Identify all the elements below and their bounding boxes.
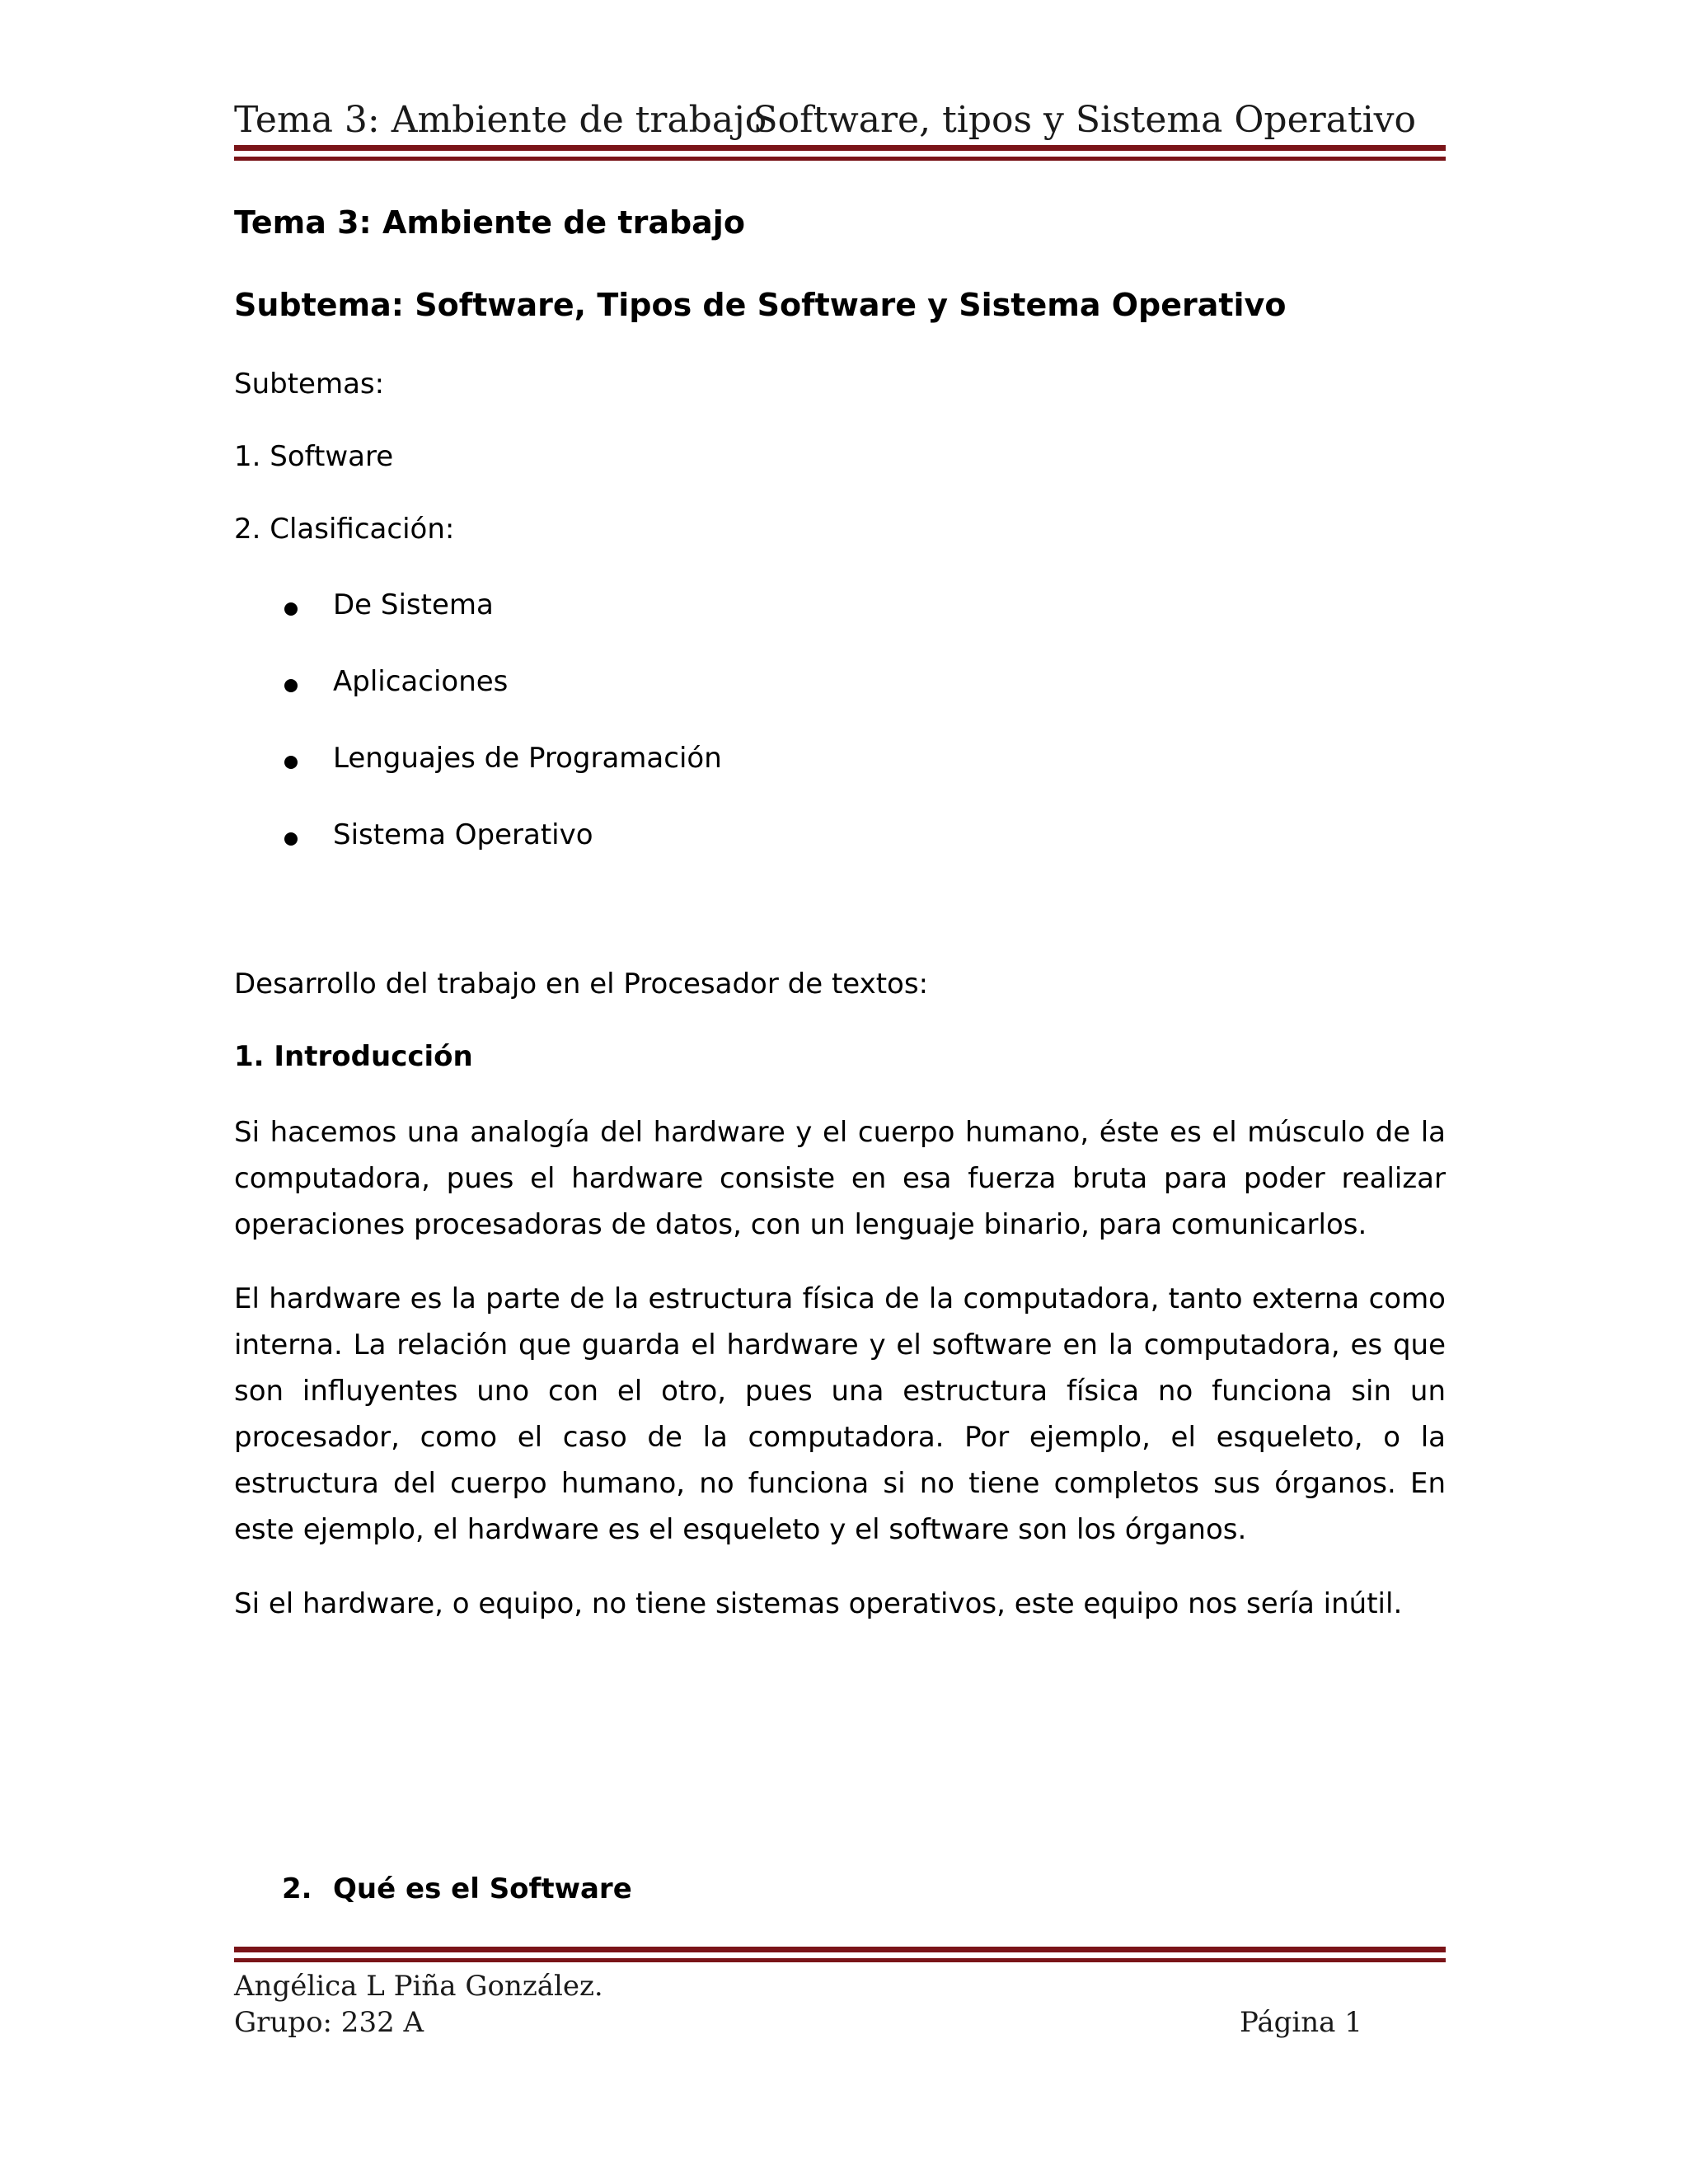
section-1-paragraph-1: Si hacemos una analogía del hardware y el cuerpo humano, éste es el músculo de la computadora, pues el hardware consiste en esa fuerza bruta para poder realizar operaciones procesadoras de datos, con un lenguaje binario, para comunicarlos. [234,1116,1446,1241]
page-header [234,92,1446,150]
document-subtitle: Subtema: Software, Tipos de Software y Sistema Operativo [234,287,1287,323]
list-item-lenguajes: Lenguajes de Programación [333,742,722,775]
footer-author: Angélica L Piña González. [234,1970,603,2003]
section-1-paragraph-2: El hardware es la parte de la estructura física de la computadora, tanto externa como interna. La relación que guarda el hardware y el software en la computadora, es que son influyentes uno con el otro, pues una estructura física no funciona sin un procesador, como el caso de la computadora. Por ejemplo, el esqueleto, o la estructura del cuerpo humano, no funciona si no tiene completos sus órganos. En este ejemplo, el hardware es el esqueleto y el software son los órganos. [234,1282,1446,1546]
section-1-heading: 1. Introducción [234,1040,473,1073]
document-title: Tema 3: Ambiente de trabajo [234,204,745,241]
footer-rule-thin [234,1958,1446,1962]
header-rule-thick [234,145,1446,151]
footer-rule-thick [234,1947,1446,1952]
header-left-title: Tema 3: Ambiente de trabajo [234,99,767,141]
bullet-icon [284,679,298,692]
header-rule-thin [234,157,1446,161]
bullet-icon [284,756,298,769]
list-item-aplicaciones: Aplicaciones [333,665,509,698]
footer-group: Grupo: 232 A [234,2006,424,2039]
subtema-item-clasificacion: 2. Clasificación: [234,513,455,546]
bullet-icon [284,602,298,616]
subtemas-label: Subtemas: [234,368,385,401]
header-right-title: Software, tipos y Sistema Operativo [753,99,1416,141]
section-1-paragraph-3: Si el hardware, o equipo, no tiene sistemas operativos, este equipo nos sería inútil. [234,1587,1403,1620]
subtema-item-software: 1. Software [234,440,394,473]
section-2-number: 2. [282,1872,312,1905]
section-2-heading [282,1872,632,1905]
bullet-icon [284,832,298,846]
list-item-sistema-operativo: Sistema Operativo [333,818,593,851]
section-2-title: Qué es el Software [333,1872,632,1905]
list-item-de-sistema: De Sistema [333,588,494,621]
desarrollo-label: Desarrollo del trabajo en el Procesador de textos: [234,968,929,1001]
footer-page-number: Página 1 [1240,2006,1362,2039]
